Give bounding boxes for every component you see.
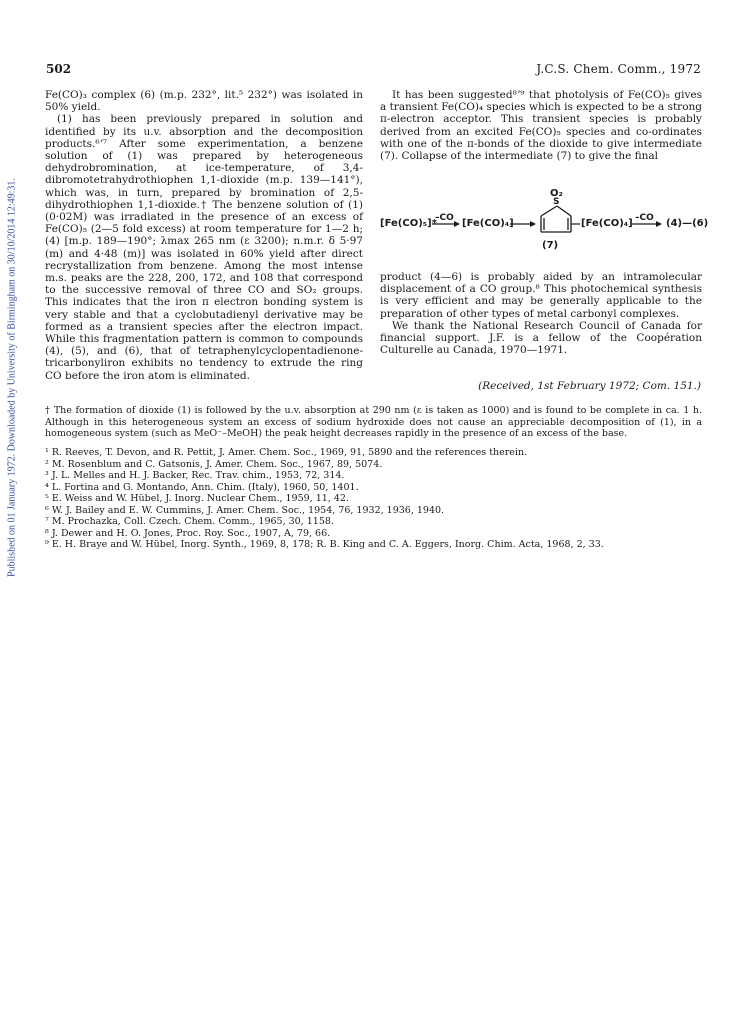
compound-label: (7) (542, 240, 559, 251)
arrow-head (656, 221, 662, 227)
left-column (45, 89, 363, 382)
reference-item: ² M. Rosenblum and C. Gatsonis, J. Amer. Chem. Soc., 1967, 89, 5074. (45, 458, 383, 470)
paragraph: product (4—6) is probably aided by an intramolecular displacement of a CO group.⁸ This photochemical synthesis is very efficient and may be generally applicable to the preparation of other types of metal carbonyl complexes. (380, 271, 702, 320)
reference-item: ⁷ M. Prochazka, Coll. Czech. Chem. Comm., 1965, 30, 1158. (45, 516, 334, 527)
reference-item: ⁹ E. H. Braye and W. Hübel, Inorg. Synth., 1969, 8, 178; R. B. King and C. A. Eggers, Inorg. Chim. Acta, 1968, 2, 33. (45, 539, 604, 550)
fe-co4-coordinated: [Fe(CO)₄] (581, 218, 633, 229)
reference-item: ⁸ J. Dewer and H. O. Jones, Proc. Roy. Soc., 1907, A, 79, 66. (45, 527, 331, 539)
reaction-scheme (380, 186, 709, 252)
journal-header: J.C.S. Chem. Comm., 1972 (536, 62, 701, 76)
publication-watermark: Published on 01 January 1972. Downloaded by University of Birmingham on 30/10/2014 12:49:31. (6, 178, 18, 577)
communication-number: Com. 151.) (642, 380, 701, 392)
paragraph: Fe(CO)₃ complex (6) (m.p. 232°, lit.⁵ 232°) was isolated in 50% yield. (45, 89, 363, 114)
arrow-head (454, 221, 460, 227)
paragraph: We thank the National Research Council of Canada for financial support. J.F. is a fellow of the Coopération Culturelle au Canada, 1970—1971. (380, 319, 702, 357)
so2-group: O₂ (550, 188, 563, 199)
footnote: † The formation of dioxide (1) is followed by the u.v. absorption at 290 nm (ε is taken as 1000) and is found to be complete in ca. 1 h. Although in this heterogeneous system an excess of sodium hydroxide does not cause an appreciable decomposition of (1), in a homogeneous system (such as MeO⁻–MeOH) the peak height decreases rapidly in the presence of an excess of the base. (45, 405, 702, 439)
fe-co5-excited: [Fe(CO)₅]* (380, 218, 437, 229)
sulfur-atom: S (553, 197, 560, 207)
page-number: 502 (46, 62, 72, 76)
thiophene-dioxide-structure (541, 206, 571, 232)
received-date: (Received, 1st February 1972; (478, 380, 640, 392)
reference-item: ¹ R. Reeves, T. Devon, and R. Pettit, J. Amer. Chem. Soc., 1969, 91, 5890 and the references therein. (45, 447, 528, 458)
received-line (478, 380, 701, 392)
arrow-label: –CO (635, 213, 654, 223)
fe-co4-species: [Fe(CO)₄] (462, 218, 514, 229)
reference-item: ⁵ E. Weiss and W. Hübel, J. Inorg. Nuclear Chem., 1959, 11, 42. (45, 493, 349, 504)
paragraph: It has been suggested⁸ʼ⁹ that photolysis of Fe(CO)₅ gives a transient Fe(CO)₄ species which is expected to be a strong π-electron acceptor. This transient species is probably derived from an excited Fe(CO)₅ species and co-ordinates with one of the π-bonds of the dioxide to give intermediate (7). Collapse of the intermediate (7) to give the final (380, 89, 702, 163)
reference-item: ³ J. L. Melles and H. J. Backer, Rec. Trav. chim., 1953, 72, 314. (45, 470, 345, 481)
reference-item: ⁴ L. Fortina and G. Montando, Ann. Chim. (Italy), 1960, 50, 1401. (45, 481, 359, 493)
reference-item: ⁶ W. J. Bailey and E. W. Cummins, J. Amer. Chem. Soc., 1954, 76, 1932, 1936, 1940. (45, 504, 445, 516)
right-column-top (380, 89, 702, 162)
arrow-head (530, 221, 536, 227)
paragraph: (1) has been previously prepared in solution and identified by its u.v. absorption and the decomposition products.⁶ʼ⁷ After some experimentation, a benzene solution of (1) was prepared by heterogeneous dehydrobromination, at ice-temperature, of 3,4-dibromotetrahydrothiophen 1,1-dioxide (m.p. 139—141°), which was, in turn, prepared by bromination of 2,5-dihydrothiophen 1,1-dioxide.† The benzene solution of (1) (0·02M) was irradiated in the presence of an excess of Fe(CO)₅ (2—5 fold excess) at room temperature for 1—2 h; (4) [m.p. 189—190°; λmax 265 nm (ε 3200); n.m.r. δ 5·97 (m) and 4·48 (m)] was isolated in 60% yield after direct recrystallization from benzene. Among the most intense m.s. peaks are the 228, 200, 172, and 108 that correspond to the successive removal of three CO and SO₂ groups. This indicates that the iron π electron bonding system is very stable and that a cyclobutadienyl derivative may be formed as a transient species after the electron impact. While this fragmentation pattern is common to compounds (4), (5), and (6), that of tetraphenylcyclopentadienone-tricarbonyliron exhibits no tendency to extrude the ring CO before the iron atom is eliminated. (45, 113, 363, 382)
references-list (45, 447, 702, 551)
right-column-bottom (380, 271, 702, 356)
arrow-label: –CO (435, 213, 454, 223)
products-label: (4)—(6) (666, 218, 709, 229)
